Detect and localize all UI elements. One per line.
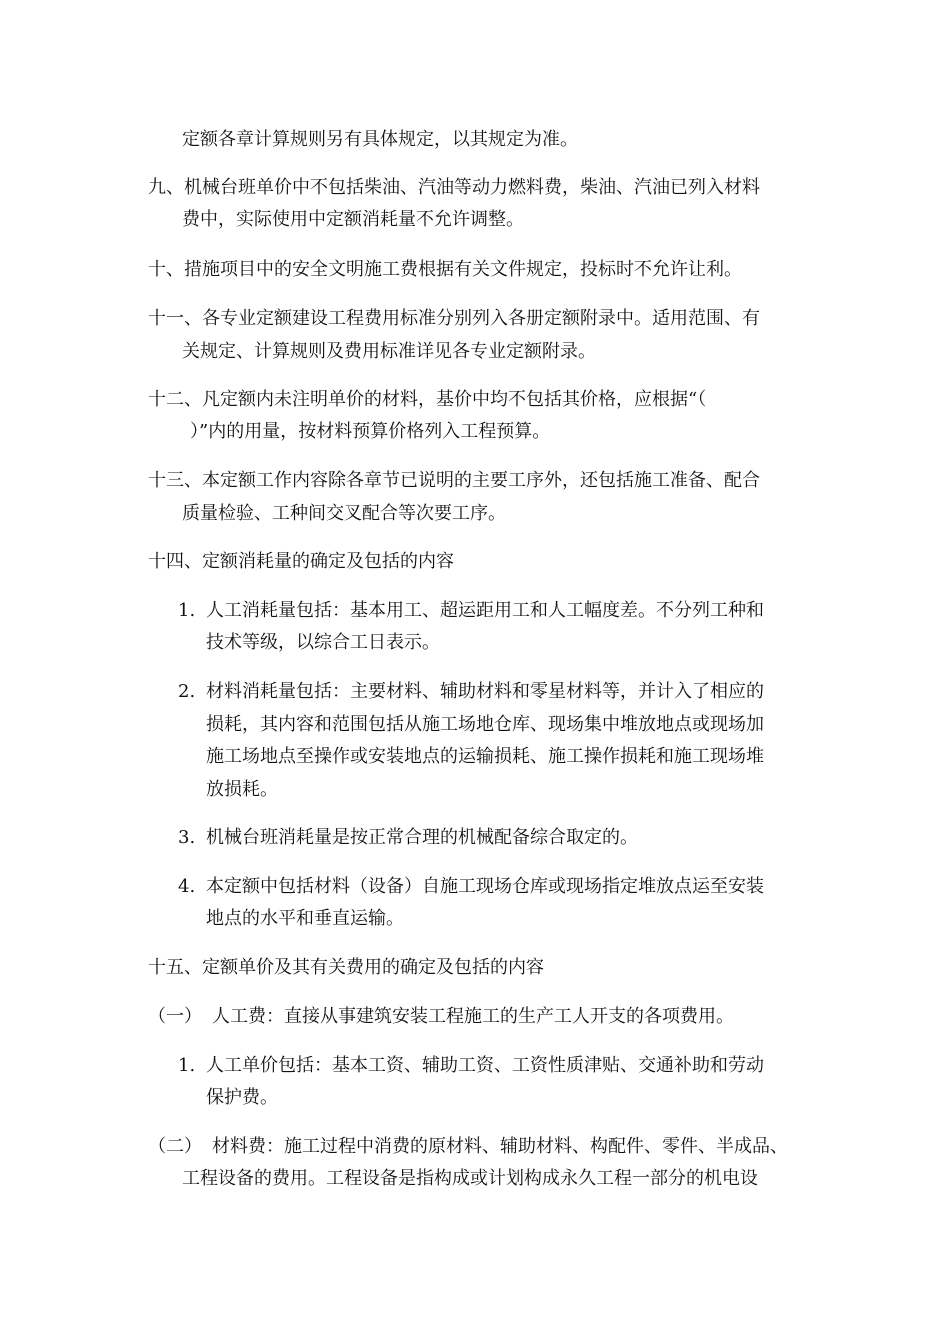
section-12-line: 十二、凡定额内未注明单价的材料，基价中均不包括其价格，应根据“（ xyxy=(148,389,707,410)
section-11-line: 关规定、计算规则及费用标准详见各专业定额附录。 xyxy=(182,341,596,362)
section-15-heading: 十五、定额单价及其有关费用的确定及包括的内容 xyxy=(148,957,544,978)
section-11-line: 十一、各专业定额建设工程费用标准分别列入各册定额附录中。适用范围、有 xyxy=(148,308,760,329)
list-item-line: 人工消耗量包括：基本用工、超运距用工和人工幅度差。不分列工种和 xyxy=(206,600,764,621)
sub-item-number: （一） xyxy=(148,1006,202,1027)
section-13-line: 十三、本定额工作内容除各章节已说明的主要工序外，还包括施工准备、配合 xyxy=(148,470,760,491)
section-13-line: 质量检验、工种间交叉配合等次要工序。 xyxy=(182,503,506,524)
section-9-line: 费中，实际使用中定额消耗量不允许调整。 xyxy=(182,209,524,230)
list-item-line: 放损耗。 xyxy=(206,779,278,800)
section-9-line: 九、机械台班单价中不包括柴油、汽油等动力燃料费，柴油、汽油已列入材料 xyxy=(148,177,760,198)
sub-item-line: 材料费：施工过程中消费的原材料、辅助材料、构配件、零件、半成品、 xyxy=(212,1136,788,1157)
list-item-line: 技术等级，以综合工日表示。 xyxy=(206,632,440,653)
list-item-line: 保护费。 xyxy=(206,1087,278,1108)
list-item-line: 施工场地点至操作或安装地点的运输损耗、施工操作损耗和施工现场堆 xyxy=(206,746,764,767)
list-number: 1. xyxy=(178,600,196,621)
sub-item-number: （二） xyxy=(148,1136,202,1157)
list-number: 1. xyxy=(178,1055,196,1076)
text-line: 定额各章计算规则另有具体规定，以其规定为准。 xyxy=(182,129,578,150)
list-number: 2. xyxy=(178,681,196,702)
section-12-line: ）”内的用量，按材料预算价格列入工程预算。 xyxy=(190,421,551,442)
list-item-line: 本定额中包括材料（设备）自施工现场仓库或现场指定堆放点运至安装 xyxy=(206,876,764,897)
list-item-line: 材料消耗量包括：主要材料、辅助材料和零星材料等，并计入了相应的 xyxy=(206,681,764,702)
section-10-line: 十、措施项目中的安全文明施工费根据有关文件规定，投标时不允许让利。 xyxy=(148,259,742,280)
list-number: 3. xyxy=(178,827,196,848)
sub-item-line: 人工费：直接从事建筑安装工程施工的生产工人开支的各项费用。 xyxy=(212,1006,734,1027)
list-number: 4. xyxy=(178,876,196,897)
list-item-line: 人工单价包括：基本工资、辅助工资、工资性质津贴、交通补助和劳动 xyxy=(206,1055,764,1076)
sub-item-line: 工程设备的费用。工程设备是指构成或计划构成永久工程一部分的机电设 xyxy=(182,1168,758,1189)
list-item-line: 地点的水平和垂直运输。 xyxy=(206,908,404,929)
section-14-heading: 十四、定额消耗量的确定及包括的内容 xyxy=(148,551,454,572)
list-item-line: 机械台班消耗量是按正常合理的机械配备综合取定的。 xyxy=(206,827,638,848)
list-item-line: 损耗，其内容和范围包括从施工场地仓库、现场集中堆放地点或现场加 xyxy=(206,714,764,735)
